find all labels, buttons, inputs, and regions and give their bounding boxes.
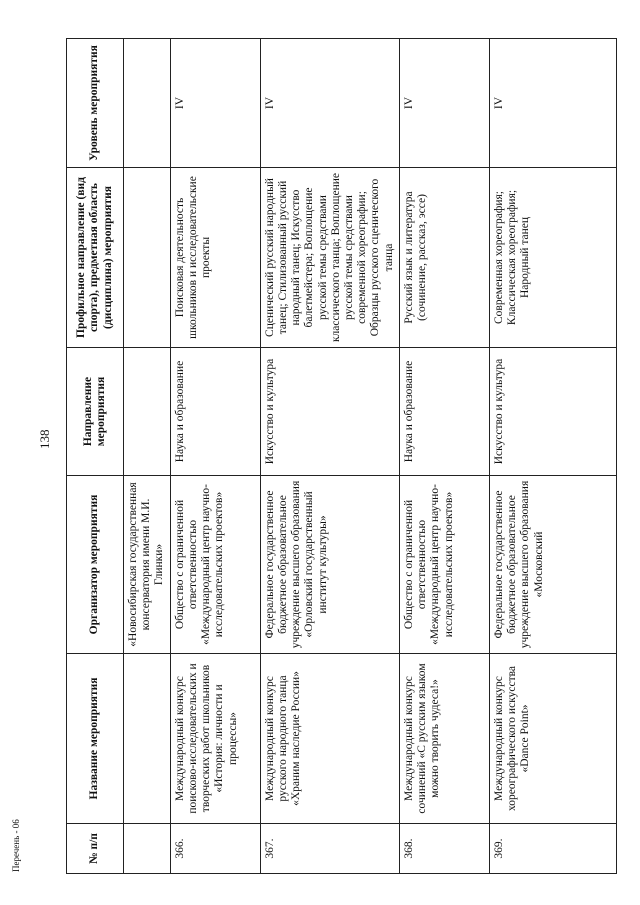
footer-note: Перечень - 06: [11, 819, 21, 872]
cell-level: [124, 39, 171, 168]
header-name: Название мероприятия: [67, 654, 124, 824]
page-number: 138: [37, 429, 52, 449]
cell-level: IV: [260, 39, 399, 168]
table-row-continuation: [124, 39, 171, 874]
header-num: № п/п: [67, 824, 124, 874]
cell-name: Международный конкурс русского народного танца «Храним наследие России»: [260, 654, 399, 824]
table-row: [399, 39, 489, 874]
cell-direction: Искусство и культура: [489, 348, 616, 476]
cell-num: 366.: [170, 824, 260, 874]
cell-direction: Искусство и культура: [260, 348, 399, 476]
events-table: [66, 38, 617, 874]
cell-direction: Наука и образование: [399, 348, 489, 476]
cell-num: 367.: [260, 824, 399, 874]
cell-organizer: «Новосибирская государственная консерватория имени М.И. Глинки»: [124, 476, 171, 654]
events-table-container: [66, 39, 596, 874]
table-row: [260, 39, 399, 874]
cell-num: [124, 824, 171, 874]
cell-organizer: Федеральное государственное бюджетное образовательное учреждение высшего образования «Орловский государственный институт культуры»: [260, 476, 399, 654]
cell-direction: [124, 348, 171, 476]
cell-level: IV: [170, 39, 260, 168]
cell-organizer: Общество с ограниченной ответственностью «Международный центр научно-исследовательских проектов»: [399, 476, 489, 654]
cell-name: [124, 654, 171, 824]
cell-num: 369.: [489, 824, 616, 874]
cell-name: Международный конкурс поисково-исследовательских и творческих работ школьников «История: личности и процессы»: [170, 654, 260, 824]
cell-profile: Поисковая деятельность школьников и исследовательские проекты: [170, 168, 260, 348]
header-level: Уровень мероприятия: [67, 39, 124, 168]
cell-level: IV: [399, 39, 489, 168]
cell-profile: Русский язык и литература (сочинение, рассказ, эссе): [399, 168, 489, 348]
cell-profile: Сценический русский народный танец; Стилизованный русский народный танец; Искусство балетмейстера; Воплощение русской темы средствами классического танца; Воплощение русской темы средствами современной хореографии; Образцы русского сценического танца: [260, 168, 399, 348]
cell-organizer: Федеральное государственное бюджетное образовательное учреждение высшего образования «Московский: [489, 476, 616, 654]
table-row: [489, 39, 616, 874]
header-profile: Профильное направление (вид спорта), предметная область (дисциплина) мероприятия: [67, 168, 124, 348]
cell-level: IV: [489, 39, 616, 168]
cell-profile: Современная хореография; Классическая хореография; Народный танец: [489, 168, 616, 348]
cell-num: 368.: [399, 824, 489, 874]
cell-name: Международный конкурс хореографического искусства «Dance Point»: [489, 654, 616, 824]
cell-organizer: Общество с ограниченной ответственностью «Международный центр научно-исследовательских проектов»: [170, 476, 260, 654]
table-row: [170, 39, 260, 874]
cell-profile: [124, 168, 171, 348]
cell-name: Международный конкурс сочинений «С русским языком можно творить чудеса!»: [399, 654, 489, 824]
header-direction: Направление мероприятия: [67, 348, 124, 476]
cell-direction: Наука и образование: [170, 348, 260, 476]
header-organizer: Организатор мероприятия: [67, 476, 124, 654]
table-header-row: [67, 39, 124, 874]
